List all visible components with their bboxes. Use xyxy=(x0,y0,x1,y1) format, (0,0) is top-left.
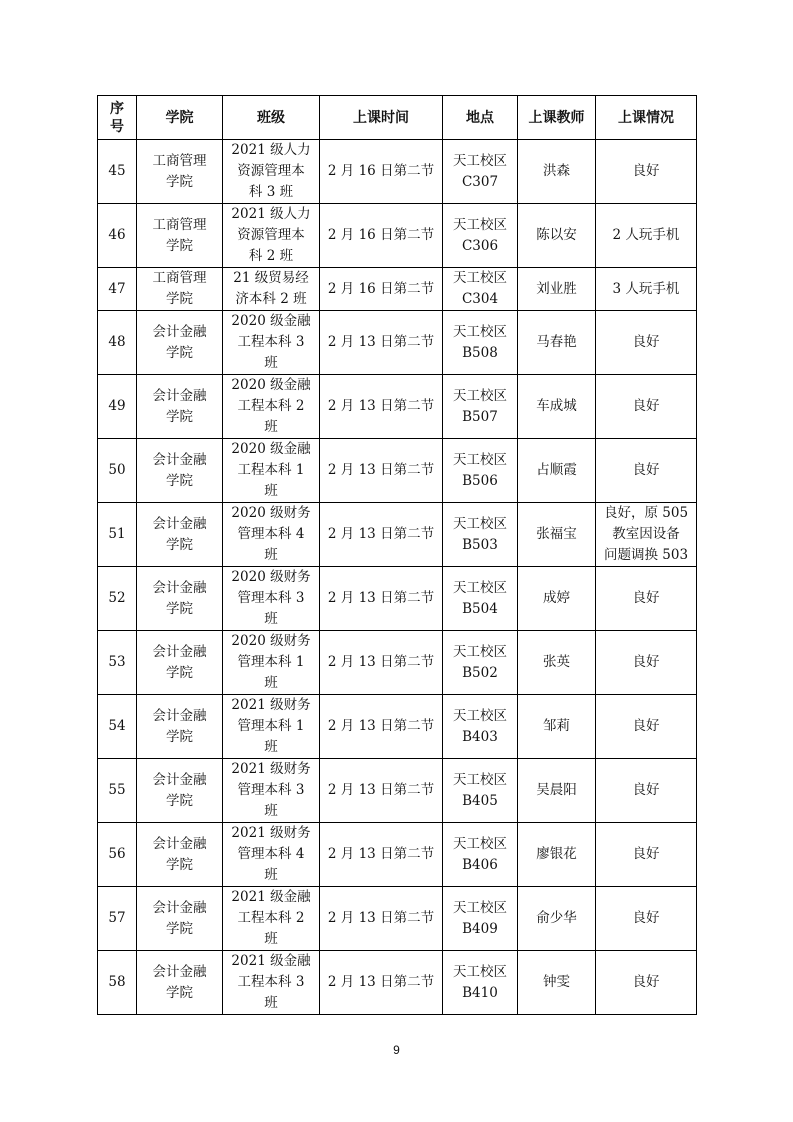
cell-class: 2021 级金融 工程本科 2 班 xyxy=(223,887,320,951)
cell-location: 天工校区 B409 xyxy=(443,887,518,951)
cell-location: 天工校区 C307 xyxy=(443,140,518,204)
cell-time: 2 月 16 日第二节 xyxy=(320,204,443,268)
table-row xyxy=(98,311,697,375)
cell-class: 2020 级财务 管理本科 3 班 xyxy=(223,567,320,631)
cell-teacher: 张英 xyxy=(518,631,596,695)
cell-no: 45 xyxy=(98,140,137,204)
cell-no: 57 xyxy=(98,887,137,951)
cell-status: 良好 xyxy=(596,567,697,631)
cell-teacher: 占顺霞 xyxy=(518,439,596,503)
header-time: 上课时间 xyxy=(320,96,443,140)
header-teacher: 上课教师 xyxy=(518,96,596,140)
cell-time: 2 月 13 日第二节 xyxy=(320,311,443,375)
cell-location: 天工校区 B503 xyxy=(443,503,518,567)
cell-college: 工商管理 学院 xyxy=(137,140,223,204)
cell-no: 53 xyxy=(98,631,137,695)
table-row xyxy=(98,887,697,951)
cell-location: 天工校区 B504 xyxy=(443,567,518,631)
table-body xyxy=(98,140,697,1015)
table-row xyxy=(98,204,697,268)
cell-time: 2 月 16 日第二节 xyxy=(320,140,443,204)
cell-college: 工商管理 学院 xyxy=(137,268,223,311)
cell-no: 58 xyxy=(98,951,137,1015)
cell-class: 2020 级财务 管理本科 1 班 xyxy=(223,631,320,695)
cell-college: 会计金融 学院 xyxy=(137,311,223,375)
cell-location: 天工校区 B403 xyxy=(443,695,518,759)
table-row xyxy=(98,759,697,823)
cell-no: 47 xyxy=(98,268,137,311)
cell-status: 良好 xyxy=(596,695,697,759)
table-row xyxy=(98,631,697,695)
cell-no: 54 xyxy=(98,695,137,759)
cell-status: 3 人玩手机 xyxy=(596,268,697,311)
cell-teacher: 廖银花 xyxy=(518,823,596,887)
cell-class: 2021 级财务 管理本科 1 班 xyxy=(223,695,320,759)
cell-class: 21 级贸易经 济本科 2 班 xyxy=(223,268,320,311)
cell-class: 2021 级金融 工程本科 3 班 xyxy=(223,951,320,1015)
inspection-table xyxy=(97,95,697,1015)
cell-class: 2020 级财务 管理本科 4 班 xyxy=(223,503,320,567)
header-class: 班级 xyxy=(223,96,320,140)
cell-no: 51 xyxy=(98,503,137,567)
cell-college: 工商管理 学院 xyxy=(137,204,223,268)
cell-status: 良好 xyxy=(596,951,697,1015)
cell-no: 50 xyxy=(98,439,137,503)
cell-location: 天工校区 B406 xyxy=(443,823,518,887)
header-college: 学院 xyxy=(137,96,223,140)
cell-time: 2 月 13 日第二节 xyxy=(320,375,443,439)
cell-teacher: 刘业胜 xyxy=(518,268,596,311)
cell-status: 良好 xyxy=(596,375,697,439)
cell-no: 56 xyxy=(98,823,137,887)
cell-class: 2020 级金融 工程本科 2 班 xyxy=(223,375,320,439)
cell-location: 天工校区 B507 xyxy=(443,375,518,439)
header-no: 序 号 xyxy=(98,96,137,140)
cell-time: 2 月 13 日第二节 xyxy=(320,887,443,951)
cell-time: 2 月 16 日第二节 xyxy=(320,268,443,311)
cell-class: 2021 级财务 管理本科 3 班 xyxy=(223,759,320,823)
cell-class: 2021 级财务 管理本科 4 班 xyxy=(223,823,320,887)
cell-status: 良好 xyxy=(596,311,697,375)
cell-location: 天工校区 B405 xyxy=(443,759,518,823)
cell-location: 天工校区 B508 xyxy=(443,311,518,375)
cell-teacher: 马春艳 xyxy=(518,311,596,375)
header-location: 地点 xyxy=(443,96,518,140)
cell-teacher: 洪森 xyxy=(518,140,596,204)
cell-college: 会计金融 学院 xyxy=(137,695,223,759)
cell-college: 会计金融 学院 xyxy=(137,951,223,1015)
cell-no: 48 xyxy=(98,311,137,375)
header-status: 上课情况 xyxy=(596,96,697,140)
cell-time: 2 月 13 日第二节 xyxy=(320,759,443,823)
header-row xyxy=(98,96,697,140)
cell-location: 天工校区 C304 xyxy=(443,268,518,311)
cell-teacher: 张福宝 xyxy=(518,503,596,567)
cell-time: 2 月 13 日第二节 xyxy=(320,567,443,631)
cell-time: 2 月 13 日第二节 xyxy=(320,951,443,1015)
cell-teacher: 成婷 xyxy=(518,567,596,631)
cell-status: 良好 xyxy=(596,823,697,887)
cell-college: 会计金融 学院 xyxy=(137,439,223,503)
cell-status: 2 人玩手机 xyxy=(596,204,697,268)
cell-status: 良好 xyxy=(596,439,697,503)
table-row xyxy=(98,823,697,887)
cell-status: 良好 xyxy=(596,140,697,204)
table-row xyxy=(98,567,697,631)
table-row xyxy=(98,951,697,1015)
cell-teacher: 车成城 xyxy=(518,375,596,439)
table-row xyxy=(98,439,697,503)
cell-no: 46 xyxy=(98,204,137,268)
cell-teacher: 吴晨阳 xyxy=(518,759,596,823)
cell-time: 2 月 13 日第二节 xyxy=(320,503,443,567)
cell-location: 天工校区 B410 xyxy=(443,951,518,1015)
cell-class: 2020 级金融 工程本科 1 班 xyxy=(223,439,320,503)
cell-status: 良好 xyxy=(596,631,697,695)
table-row xyxy=(98,375,697,439)
cell-college: 会计金融 学院 xyxy=(137,823,223,887)
cell-teacher: 俞少华 xyxy=(518,887,596,951)
cell-teacher: 邹莉 xyxy=(518,695,596,759)
cell-location: 天工校区 B506 xyxy=(443,439,518,503)
cell-teacher: 陈以安 xyxy=(518,204,596,268)
cell-time: 2 月 13 日第二节 xyxy=(320,631,443,695)
cell-status: 良好 xyxy=(596,887,697,951)
table-row xyxy=(98,140,697,204)
cell-college: 会计金融 学院 xyxy=(137,503,223,567)
cell-college: 会计金融 学院 xyxy=(137,631,223,695)
cell-time: 2 月 13 日第二节 xyxy=(320,439,443,503)
cell-time: 2 月 13 日第二节 xyxy=(320,695,443,759)
cell-class: 2021 级人力 资源管理本 科 2 班 xyxy=(223,204,320,268)
table-row xyxy=(98,268,697,311)
cell-location: 天工校区 C306 xyxy=(443,204,518,268)
cell-no: 55 xyxy=(98,759,137,823)
table-row xyxy=(98,695,697,759)
page-number: 9 xyxy=(393,1043,400,1057)
cell-status: 良好 xyxy=(596,759,697,823)
table-row xyxy=(98,503,697,567)
cell-no: 49 xyxy=(98,375,137,439)
cell-location: 天工校区 B502 xyxy=(443,631,518,695)
cell-college: 会计金融 学院 xyxy=(137,567,223,631)
cell-time: 2 月 13 日第二节 xyxy=(320,823,443,887)
cell-no: 52 xyxy=(98,567,137,631)
cell-college: 会计金融 学院 xyxy=(137,759,223,823)
cell-college: 会计金融 学院 xyxy=(137,887,223,951)
cell-teacher: 钟雯 xyxy=(518,951,596,1015)
cell-class: 2021 级人力 资源管理本 科 3 班 xyxy=(223,140,320,204)
cell-class: 2020 级金融 工程本科 3 班 xyxy=(223,311,320,375)
cell-college: 会计金融 学院 xyxy=(137,375,223,439)
cell-status: 良好，原 505 教室因设备 问题调换 503 xyxy=(596,503,697,567)
